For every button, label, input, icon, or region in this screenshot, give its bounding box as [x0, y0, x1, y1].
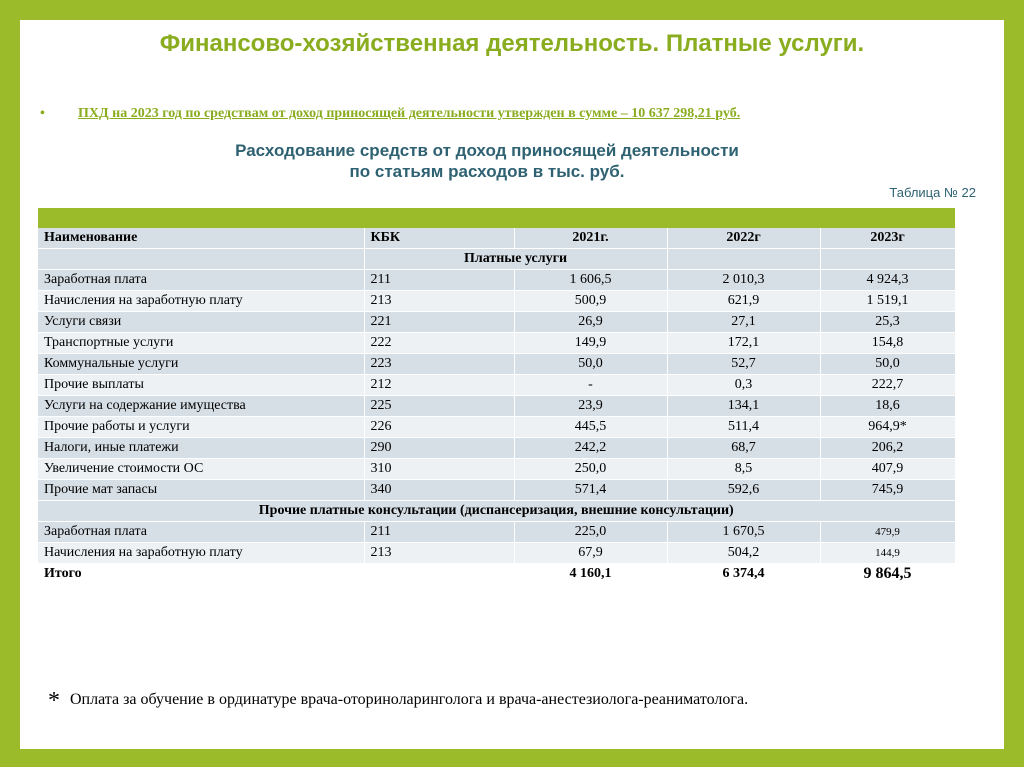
- row-2022: 504,2: [667, 543, 820, 564]
- row-2023: 745,9: [820, 480, 955, 501]
- row-2021: 500,9: [514, 291, 667, 312]
- footnote-star: *: [48, 688, 60, 714]
- row-kbk: 225: [364, 396, 514, 417]
- bullet-icon: •: [40, 106, 45, 121]
- table-row: [38, 543, 955, 564]
- row-kbk: 222: [364, 333, 514, 354]
- total-2021: 4 160,1: [514, 564, 667, 585]
- table-row: [38, 417, 955, 438]
- row-2021: 23,9: [514, 396, 667, 417]
- row-2022: 0,3: [667, 375, 820, 396]
- table-row: [38, 291, 955, 312]
- row-name: Заработная плата: [38, 270, 364, 291]
- row-2023: 222,7: [820, 375, 955, 396]
- row-2021: 149,9: [514, 333, 667, 354]
- row-2023: 154,8: [820, 333, 955, 354]
- section-title: Прочие платные консультации (диспансеризация, внешние консультации): [38, 501, 955, 522]
- caption-line-2: по статьям расходов в тыс. руб.: [349, 162, 625, 181]
- total-2023: 9 864,5: [820, 564, 955, 585]
- row-2022: 68,7: [667, 438, 820, 459]
- slide-title: Финансово-хозяйственная деятельность. Платные услуги.: [159, 30, 865, 57]
- table-row: [38, 522, 955, 543]
- row-name: Налоги, иные платежи: [38, 438, 364, 459]
- row-2022: 8,5: [667, 459, 820, 480]
- row-2022: 52,7: [667, 354, 820, 375]
- table-row: [38, 270, 955, 291]
- row-2021: 571,4: [514, 480, 667, 501]
- row-name: Коммунальные услуги: [38, 354, 364, 375]
- row-2021: 445,5: [514, 417, 667, 438]
- row-2023: 4 924,3: [820, 270, 955, 291]
- row-2023: 206,2: [820, 438, 955, 459]
- row-2023: 964,9*: [820, 417, 955, 438]
- footnote-text: Оплата за обучение в ординатуре врача-оториноларинголога и врача-анестезиолога-реаниматолога.: [70, 691, 749, 708]
- row-kbk: 340: [364, 480, 514, 501]
- row-name: Прочие работы и услуги: [38, 417, 364, 438]
- row-2021: 242,2: [514, 438, 667, 459]
- row-2021: 50,0: [514, 354, 667, 375]
- table-row: [38, 375, 955, 396]
- row-name: Начисления на заработную плату: [38, 543, 364, 564]
- table-number: Таблица № 22: [889, 185, 976, 200]
- row-2022: 27,1: [667, 312, 820, 333]
- row-2023: 50,0: [820, 354, 955, 375]
- row-2021: 225,0: [514, 522, 667, 543]
- table-row: [38, 480, 955, 501]
- total-2022: 6 374,4: [667, 564, 820, 585]
- row-2023: 18,6: [820, 396, 955, 417]
- caption-line-1: Расходование средств от доход приносящей деятельности: [235, 141, 739, 160]
- row-kbk: 226: [364, 417, 514, 438]
- total-row: [38, 564, 955, 585]
- row-2023: 25,3: [820, 312, 955, 333]
- row-2021: 67,9: [514, 543, 667, 564]
- plan-bullet: [40, 106, 740, 122]
- row-2022: 134,1: [667, 396, 820, 417]
- table-caption: [150, 140, 824, 182]
- row-name: Транспортные услуги: [38, 333, 364, 354]
- row-kbk: 221: [364, 312, 514, 333]
- row-2021: 26,9: [514, 312, 667, 333]
- row-kbk: 290: [364, 438, 514, 459]
- row-name: Прочие мат запасы: [38, 480, 364, 501]
- table-row: [38, 354, 955, 375]
- row-kbk: 213: [364, 543, 514, 564]
- row-kbk: 213: [364, 291, 514, 312]
- row-name: Увеличение стоимости ОС: [38, 459, 364, 480]
- row-2022: 1 670,5: [667, 522, 820, 543]
- total-kbk: [364, 564, 514, 585]
- section-title: Платные услуги: [364, 249, 667, 270]
- row-2022: 172,1: [667, 333, 820, 354]
- row-kbk: 212: [364, 375, 514, 396]
- row-2022: 511,4: [667, 417, 820, 438]
- section-consultations: [38, 501, 955, 522]
- row-2021: 250,0: [514, 459, 667, 480]
- header-name: Наименование: [38, 228, 364, 249]
- header-2022: 2022г: [667, 228, 820, 249]
- table-row: [38, 396, 955, 417]
- row-2021: -: [514, 375, 667, 396]
- expenses-table: [38, 208, 955, 585]
- row-2022: 621,9: [667, 291, 820, 312]
- section-paid-services: [38, 249, 955, 270]
- row-name: Заработная плата: [38, 522, 364, 543]
- row-2021: 1 606,5: [514, 270, 667, 291]
- table-row: [38, 438, 955, 459]
- total-label: Итого: [38, 564, 364, 585]
- footnote: [48, 688, 748, 715]
- row-name: Начисления на заработную плату: [38, 291, 364, 312]
- table-header-row: [38, 228, 955, 249]
- table-row: [38, 333, 955, 354]
- row-kbk: 211: [364, 270, 514, 291]
- row-name: Прочие выплаты: [38, 375, 364, 396]
- table-row: [38, 312, 955, 333]
- table-top-bar: [38, 208, 955, 228]
- row-2023: 1 519,1: [820, 291, 955, 312]
- row-2023: 479,9: [820, 522, 955, 543]
- row-2023: 144,9: [820, 543, 955, 564]
- row-kbk: 211: [364, 522, 514, 543]
- header-2021: 2021г.: [514, 228, 667, 249]
- row-kbk: 310: [364, 459, 514, 480]
- row-2022: 592,6: [667, 480, 820, 501]
- row-kbk: 223: [364, 354, 514, 375]
- row-name: Услуги на содержание имущества: [38, 396, 364, 417]
- plan-text: ПХД на 2023 год по средствам от доход приносящей деятельности утвержден в сумме – 10 637 298,21 руб.: [78, 106, 741, 121]
- row-2023: 407,9: [820, 459, 955, 480]
- table-row: [38, 459, 955, 480]
- header-kbk: КБК: [364, 228, 514, 249]
- header-2023: 2023г: [820, 228, 955, 249]
- row-name: Услуги связи: [38, 312, 364, 333]
- row-2022: 2 010,3: [667, 270, 820, 291]
